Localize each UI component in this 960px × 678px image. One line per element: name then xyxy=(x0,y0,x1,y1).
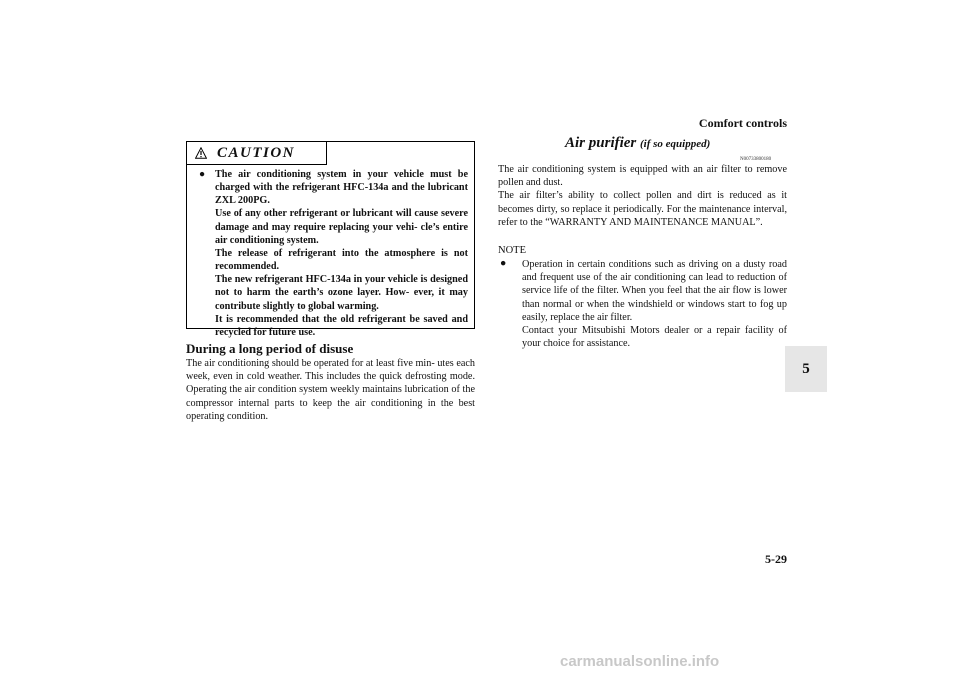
caution-paragraph: The air conditioning system in your vehicle must be charged with the refrigerant HFC-134a and the lubricant ZXL 200PG. xyxy=(215,169,468,207)
caution-header xyxy=(187,142,327,165)
purifier-subtitle: (if so equipped) xyxy=(640,138,711,150)
page-number: 5-29 xyxy=(765,552,787,566)
caution-body xyxy=(199,168,468,339)
watermark: carmanualsonline.info xyxy=(560,653,720,670)
caution-bullet: ● xyxy=(199,169,206,180)
caution-paragraph: The new refrigerant HFC-134a in your vehicle is designed not to harm the earth’s ozone layer. How- ever, it may contribute slightly to global warming. xyxy=(215,274,468,312)
note-label: NOTE xyxy=(498,245,526,256)
caution-paragraph: The release of refrigerant into the atmosphere is not recommended. xyxy=(215,247,468,273)
purifier-text xyxy=(498,163,787,229)
note-bullet: ● xyxy=(500,258,507,269)
note-text-2: Contact your Mitsubishi Motors dealer or a repair facility of your choice for assistance. xyxy=(522,325,787,350)
caution-title: CAUTION xyxy=(217,144,296,161)
chapter-tab: 5 xyxy=(785,346,827,392)
disuse-text: The air conditioning should be operated for at least five min- utes each week, even in cold weather. This includes the quick defrosting mode. Operating the air condition system weekly maintains lubrication of the compressor internal parts to keep the air conditioning in the best operating condition. xyxy=(186,358,475,422)
purifier-heading xyxy=(565,135,710,152)
caution-paragraph: Use of any other refrigerant or lubricant will cause severe damage and may require replacing your vehi- cle’s entire air conditioning system. xyxy=(215,208,468,246)
note-text-1: Operation in certain conditions such as driving on a dusty road and frequent use of the air conditioning can lead to reduction of service life of the filter. When you feel that the air flow is lower than normal or when the windshield or windows start to fog up easily, replace the air filter. xyxy=(522,259,787,323)
warning-triangle-icon xyxy=(195,147,207,159)
purifier-para-2: The air filter’s ability to collect pollen and dirt is reduced as it becomes dirty, so replace it periodically. For the maintenance interval, refer to the “WARRANTY AND MAINTENANCE MANUAL”. xyxy=(498,190,787,228)
header-title: Comfort controls xyxy=(698,116,787,130)
note-text xyxy=(522,258,787,350)
caution-paragraph: It is recommended that the old refrigerant be saved and recycled for future use. xyxy=(215,313,468,338)
purifier-title: Air purifier xyxy=(565,135,637,151)
caution-box xyxy=(186,141,475,338)
reference-code: N00733800180 xyxy=(740,157,772,162)
disuse-heading: During a long period of disuse xyxy=(186,341,354,356)
purifier-para-1: The air conditioning system is equipped with an air filter to remove pollen and dust. xyxy=(498,164,787,189)
